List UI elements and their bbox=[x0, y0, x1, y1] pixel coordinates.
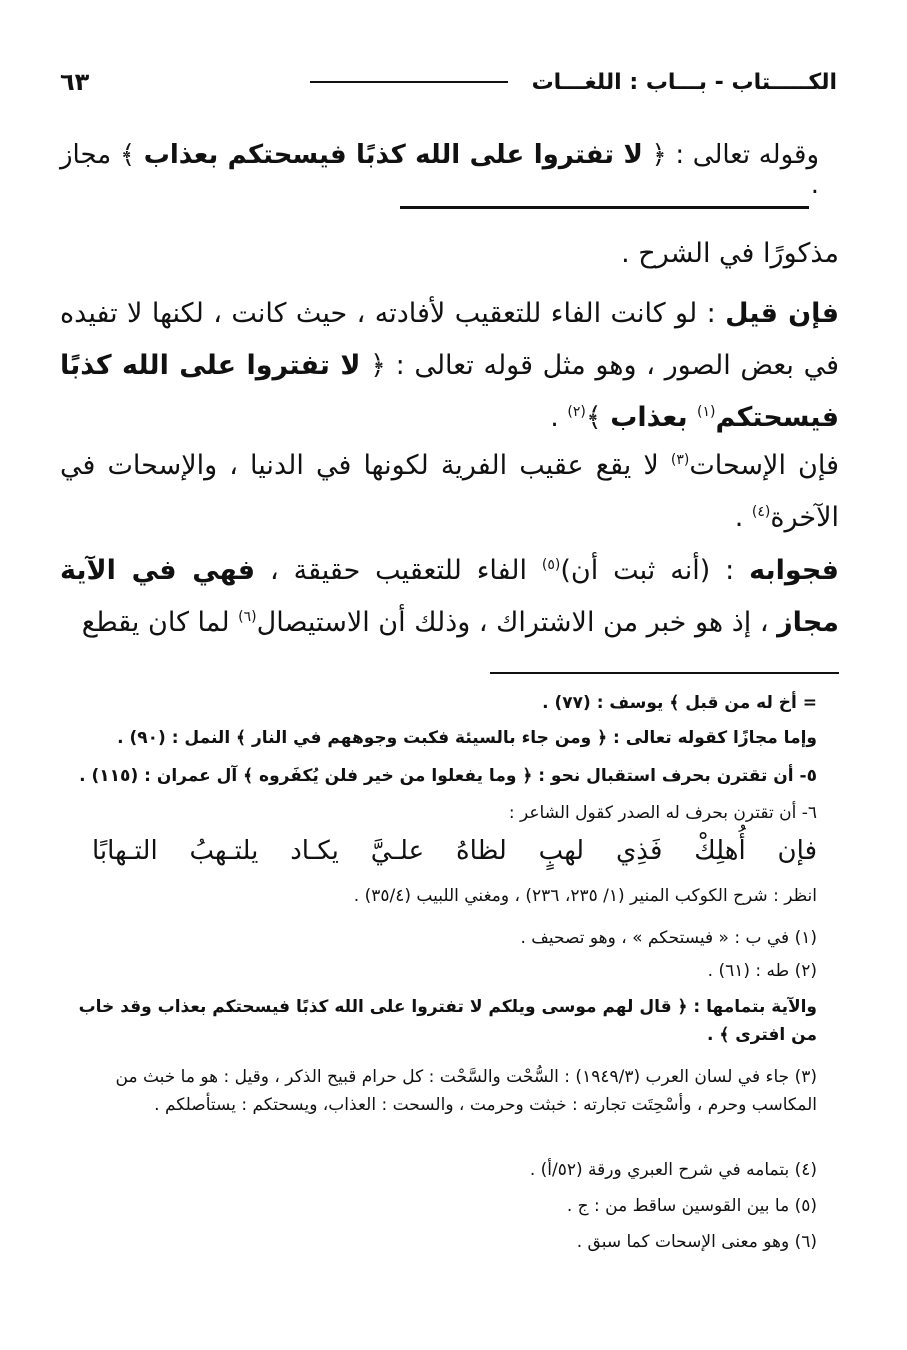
lead-word: فإن قيل bbox=[725, 298, 839, 329]
verse-text: لا تفتروا على الله كذبًا فيسحتكم بعذاب bbox=[143, 140, 643, 170]
footnote-6: (٦) وهو معنى الإسحات كما سبق . bbox=[576, 1232, 817, 1252]
footnote-line: انظر : شرح الكوكب المنير (١/ ٢٣٥، ٢٣٦) ، ومغني اللبيب (٣٥/٤) . bbox=[353, 886, 817, 906]
footnote-ref[interactable]: (١) bbox=[697, 404, 716, 420]
verse-rule bbox=[400, 206, 809, 209]
footnote-3: (٣) جاء في لسان العرب (١٩٤٩/٣) : السُّحْت والسَّحْت : كل حرام قبيح الذكر ، وقيل : هو ما خبث من المكاسب وحرم ، وأسْحِتَت تجارته : خبثت وحرمت ، والسحت : العذاب، ويسحتكم : يستأصلكم . bbox=[115, 1067, 817, 1115]
footnote-2-continued: والآية بتمامها : ﴿ قال لهم موسى ويلكم لا تفتروا على الله كذبًا فيسحتكم بعذاب وقد خاب من افترى ﴾ . bbox=[78, 997, 817, 1045]
paragraph-1: مذكورًا في الشرح . bbox=[621, 238, 839, 269]
poem-verse: فإن أُهلِكْ فَذِي لهبٍ لظاهُ علـيَّ يكـاد يلتـهبُ التـهابًا bbox=[92, 836, 817, 866]
running-title: الكـــــتاب - بـــاب : اللغـــات bbox=[531, 69, 837, 95]
footnote-4: (٤) بتمامه في شرح العبري ورقة (٥٢/أ) . bbox=[529, 1160, 817, 1180]
footnote-line: = أخ له من قبل ﴾ يوسف : (٧٧) . bbox=[542, 693, 817, 713]
footnote-ref[interactable]: (٣) bbox=[670, 452, 690, 468]
footnote-ref[interactable]: (٢) bbox=[567, 404, 586, 420]
paragraph-3: فإن الإسحات$^{(٣)}$ لا يقع عقيب الفرية لكونها في الدنيا ، والإسحات في الآخرة$^{(٤)}$ . bbox=[60, 450, 840, 533]
page-number: ٦٣ bbox=[60, 68, 90, 96]
footnote-ref[interactable]: (٦) bbox=[238, 609, 257, 625]
footnote-2: (٢) طه : (٦١) . bbox=[707, 961, 817, 981]
footnote-ref[interactable]: (٥) bbox=[541, 557, 561, 573]
footnote-1: (١) في ب : « فيستحكم » ، وهو تصحيف . bbox=[520, 928, 817, 948]
paragraph-4: فجوابه : (أنه ثبت أن)$^{(٥)}$ الفاء للتعقيب حقيقة ، فهي في الآية مجاز ، إذ هو خبر من الاشتراك ، وذلك أن الاستيصال$^{(٦)}$ لما كان يقطع bbox=[60, 555, 839, 638]
page-header bbox=[60, 62, 837, 102]
lead-word: فجوابه bbox=[749, 555, 839, 586]
verse-note: وقوله تعالى : ﴿ لا تفتروا على الله كذبًا فيسحتكم بعذاب ﴾ مجاز . bbox=[60, 140, 820, 200]
footnote-line: وإما مجازًا كقوله تعالى : ﴿ ومن جاء بالسيئة فكبت وجوههم في النار ﴾ النمل : (٩٠) . bbox=[117, 728, 817, 748]
footnote-separator bbox=[490, 672, 839, 674]
paragraph-2: فإن قيل : لو كانت الفاء للتعقيب لأفادته ، حيث كانت ، لكنها لا تفيده في بعض الصور ، وهو مثل قوله تعالى : ﴿ لا تفتروا على الله كذبًا فيسحتكم$^{(١)}$ بعذاب ﴾$^{(٢)}$ . bbox=[60, 298, 839, 433]
verse-text: لا تفتروا على الله كذبًا فيسحتكم bbox=[60, 350, 839, 433]
header-rule bbox=[310, 81, 507, 83]
footnote-line: ٥- أن تقترن بحرف استقبال نحو : ﴿ وما يفعلوا من خير فلن يُكفَروه ﴾ آل عمران : (١١٥) . bbox=[79, 766, 817, 786]
footnote-ref[interactable]: (٤) bbox=[751, 504, 771, 520]
footnote-5: (٥) ما بين القوسين ساقط من : ج . bbox=[566, 1196, 817, 1216]
footnote-line: ٦- أن تقترن بحرف له الصدر كقول الشاعر : bbox=[508, 803, 817, 823]
